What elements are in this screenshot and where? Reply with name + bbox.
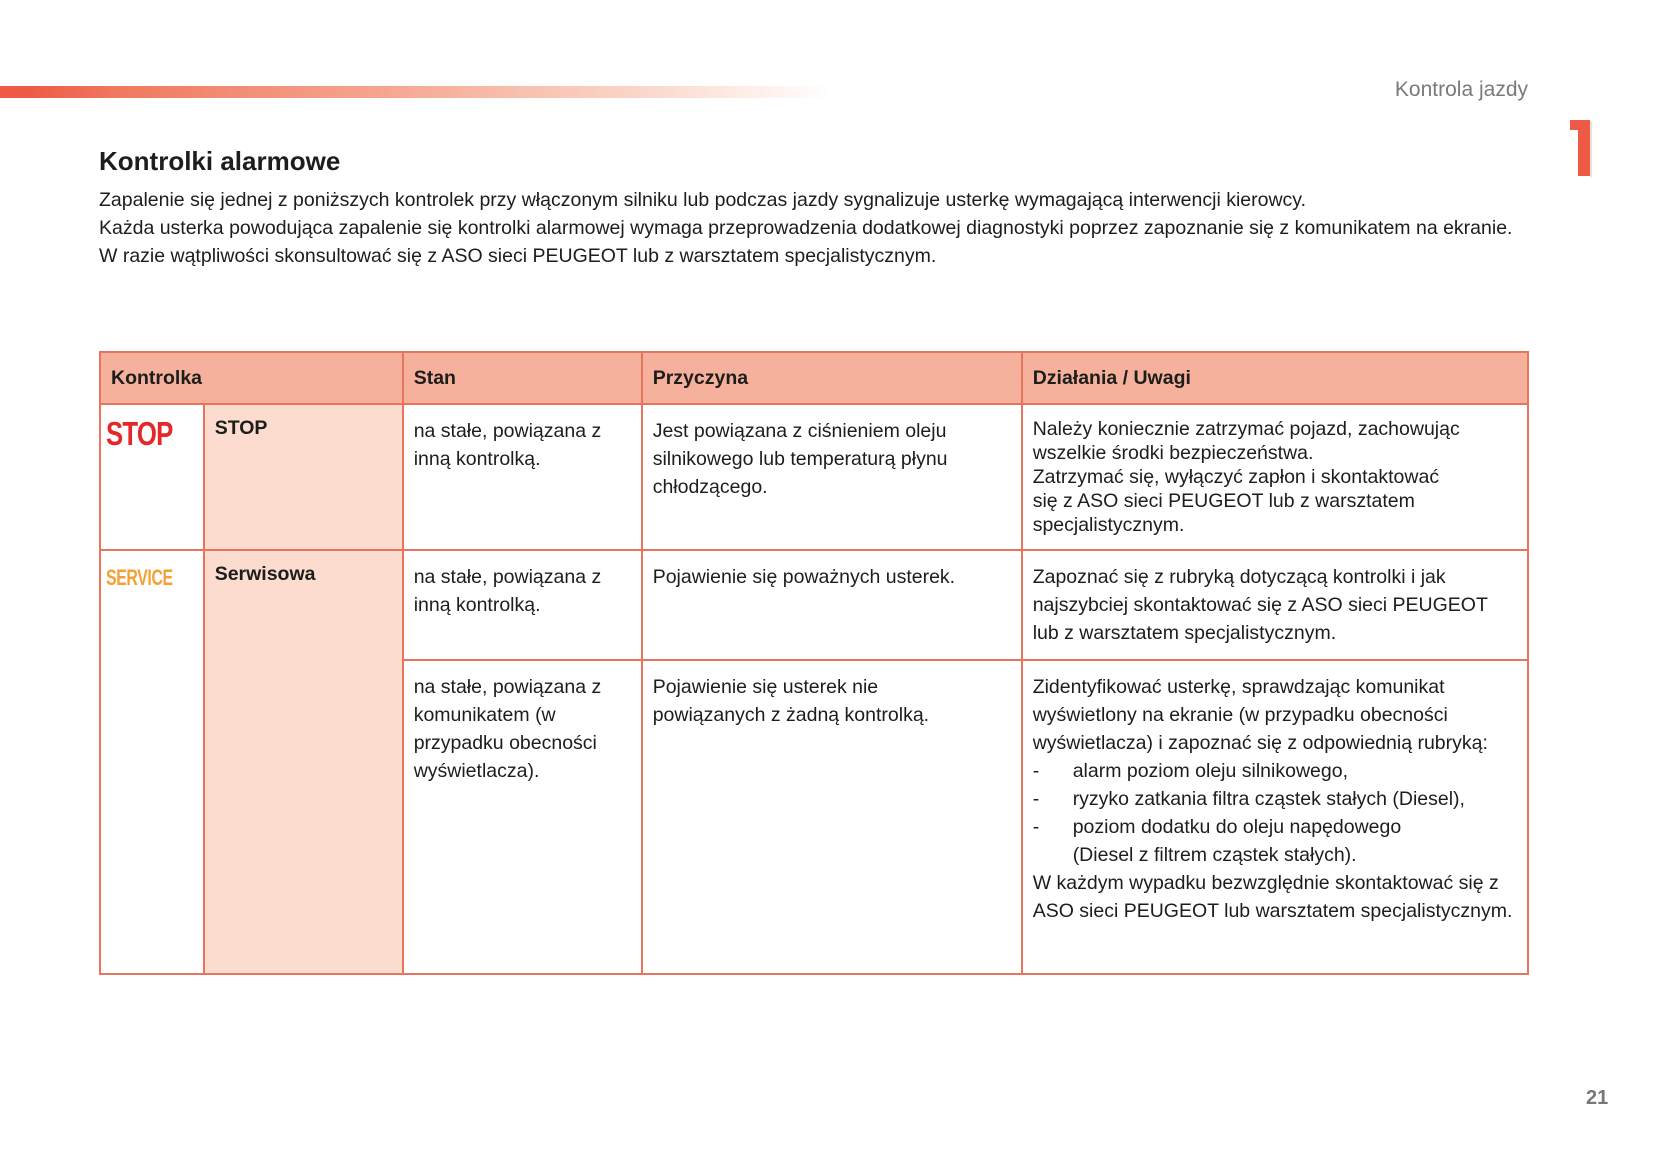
dzialania-intro: Zidentyfikować usterkę, sprawdzając komunikat wyświetlony na ekranie (w przypadku obecności wyświetlacza) i zapoznać się z odpowiednią rubryką:: [1032, 676, 1488, 754]
section-label: Kontrola jazdy: [1394, 78, 1528, 101]
dzialania-line: Należy koniecznie zatrzymać pojazd, zachowując: [1032, 418, 1460, 440]
dash-bullet-icon: -: [1032, 788, 1040, 810]
intro-paragraph: Każda usterka powodująca zapalenie się kontrolki alarmowej wymaga przeprowadzenia dodatkowej diagnostyki poprzez zapoznanie się z komunikatem na ekranie.: [99, 217, 1513, 239]
bullet-item: [1033, 757, 1517, 785]
column-header-kontrolka: Kontrolka: [100, 352, 403, 404]
stop-warning-icon: STOP: [106, 415, 173, 452]
column-header-przyczyna: Przyczyna: [642, 352, 1022, 404]
header-accent-bar: [0, 86, 830, 98]
table-row: [100, 404, 1528, 550]
stan-cell: na stałe, powiązana z inną kontrolką.: [403, 404, 642, 550]
page-title: Kontrolki alarmowe: [99, 146, 341, 176]
stan-cell: na stałe, powiązana z inną kontrolką.: [403, 550, 642, 660]
intro-text: [99, 186, 1519, 270]
table-header-row: [100, 352, 1528, 404]
dzialania-line: wszelkie środki bezpieczeństwa.: [1032, 442, 1314, 464]
przyczyna-cell: Pojawienie się usterek nie powiązanych z żadną kontrolką.: [642, 660, 1022, 974]
service-icon-cell: [100, 550, 204, 974]
dzialania-outro: W każdym wypadku bezwzględnie skontaktować się z ASO sieci PEUGEOT lub warsztatem specjalistycznym.: [1032, 872, 1513, 922]
column-header-dzialania: Działania / Uwagi: [1022, 352, 1528, 404]
service-warning-icon: SERVICE: [106, 565, 173, 590]
warning-name: STOP: [204, 404, 403, 550]
przyczyna-cell: Pojawienie się poważnych usterek.: [642, 550, 1022, 660]
warning-lights-table: [99, 351, 1529, 975]
stan-cell: na stałe, powiązana z komunikatem (w przypadku obecności wyświetlacza).: [403, 660, 642, 974]
bullet-text: poziom dodatku do oleju napędowego (Diesel z filtrem cząstek stałych).: [1072, 816, 1402, 866]
dzialania-cell: [1022, 660, 1528, 974]
dash-bullet-icon: -: [1032, 760, 1040, 782]
dzialania-line: się z ASO sieci PEUGEOT lub z warsztatem: [1032, 490, 1415, 512]
intro-paragraph: Zapalenie się jednej z poniższych kontrolek przy włączonym silniku lub podczas jazdy sygnalizuje usterkę wymagającą interwencji kierowcy.: [99, 189, 1307, 211]
column-header-stan: Stan: [403, 352, 642, 404]
dzialania-line: specjalistycznym.: [1032, 514, 1185, 536]
page-number: 21: [1586, 1087, 1609, 1109]
dash-bullet-icon: -: [1032, 816, 1040, 838]
stop-icon-cell: [100, 404, 204, 550]
przyczyna-cell: Jest powiązana z ciśnieniem oleju silnikowego lub temperaturą płynu chłodzącego.: [642, 404, 1022, 550]
bullet-item: [1033, 813, 1517, 869]
bullet-text: ryzyko zatkania filtra cząstek stałych (Diesel),: [1072, 788, 1465, 810]
bullet-item: [1033, 785, 1517, 813]
dzialania-cell: Zapoznać się z rubryką dotyczącą kontrolki i jak najszybciej skontaktować się z ASO sieci PEUGEOT lub z warsztatem specjalistycznym.: [1022, 550, 1528, 660]
chapter-number-1: [1568, 116, 1602, 186]
bullet-text: alarm poziom oleju silnikowego,: [1072, 760, 1348, 782]
intro-paragraph: W razie wątpliwości skonsultować się z ASO sieci PEUGEOT lub z warsztatem specjalistycznym.: [99, 245, 937, 267]
dzialania-line: Zatrzymać się, wyłączyć zapłon i skontaktować: [1032, 466, 1440, 488]
warning-name: Serwisowa: [204, 550, 403, 974]
table-row: [100, 550, 1528, 660]
dzialania-cell: [1022, 404, 1528, 550]
